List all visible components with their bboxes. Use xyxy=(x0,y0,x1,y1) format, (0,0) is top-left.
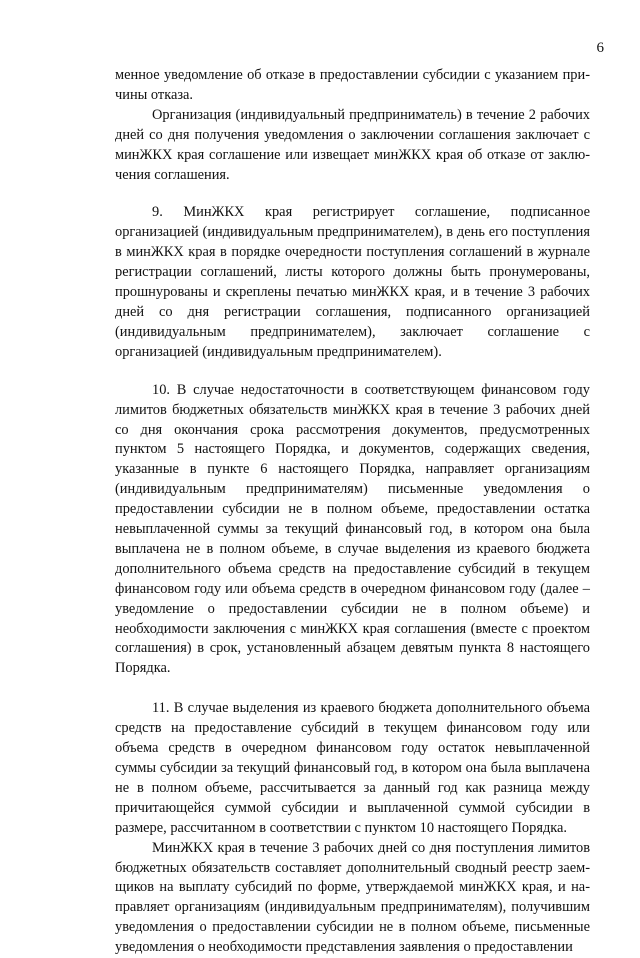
paragraph-item-11: 11. В случае выделения из краевого бюджета дополнительного объема средств на предоставление субсидий в текущем финансовом году или объема средств в очередном финансовом году остаток невыплаченной суммы субсидии за текущий финансовый год, в котором она была выплачена не в полном объеме, рассчитывается за данный год как разница между причитающейся суммой субсидии и выплаченной суммой субсидии в размере, рассчитанном в соответствии с пунктом 10 настоящего Порядка. xyxy=(115,700,590,836)
document-body xyxy=(115,66,590,958)
page-number: 6 xyxy=(596,40,604,56)
paragraph-item-9: 9. МинЖКХ края регистрирует соглашение, подписанное организацией (индивидуальным предпринимателем), в день его поступления в минЖКХ края в порядке очередности поступления соглашений в журнале регистрации соглашений, листы которого должны быть пронумерованы, прошнурованы и скреплены печатью минЖКХ края, и в течение 3 рабочих дней со дня регистрации соглашения, подписанного организацией (индивидуальным предпринимателем), заключает соглашение с организацией (индивидуальным предпринимателем). xyxy=(115,204,590,360)
paragraph-continuation: менное уведомление об отказе в предоставлении субсидии с указанием причины отказа. xyxy=(115,67,590,103)
paragraph-item-10: 10. В случае недостаточности в соответствующем финансовом году лимитов бюджетных обязательств минЖКХ края в течение 3 рабочих дней со дня окончания срока рассмотрения документов, предусмотренных пунктом 5 настоящего Порядка, и документов, содержащих сведения, указанные в пункте 6 настоящего Порядка, направляет организациям (индивидуальным предпринимателям) письменные уведомления о предоставлении субсидии не в полном объеме, предоставлении остатка невыплаченной суммы за текущий финансовый год, в котором она была выплачена не в полном объеме, в случае выделения из краевого бюджета дополнительного объема средств на предоставление субсидий в текущем финансовом году или объема средств в очередном финансовом году (далее – уведомление о предоставлении субсидии не в полном объеме) и необходимости заключения с минЖКХ края соглашения (вместе с проектом соглашения) в срок, установленный абзацем девятым пункта 8 настоящего Порядка. xyxy=(115,381,590,677)
paragraph-additional-registry: МинЖКХ края в течение 3 рабочих дней со дня поступления лимитов бюджетных обязательств составляет дополнительный сводный реестр заемщиков на выплату субсидий по форме, утверждаемой минЖКХ края, и направляет организациям (индивидуальным предпринимателям), получившим уведомления о предоставлении субсидии не в полном объеме, письменные уведомления о необходимости представления заявления о предоставлении xyxy=(115,839,590,956)
paragraph-agreement-notice: Организация (индивидуальный предприниматель) в течение 2 рабочих дней со дня получения уведомления о заключении соглашения заключает с минЖКХ края соглашение или извещает минЖКХ края об отказе от заключения соглашения. xyxy=(115,106,590,183)
